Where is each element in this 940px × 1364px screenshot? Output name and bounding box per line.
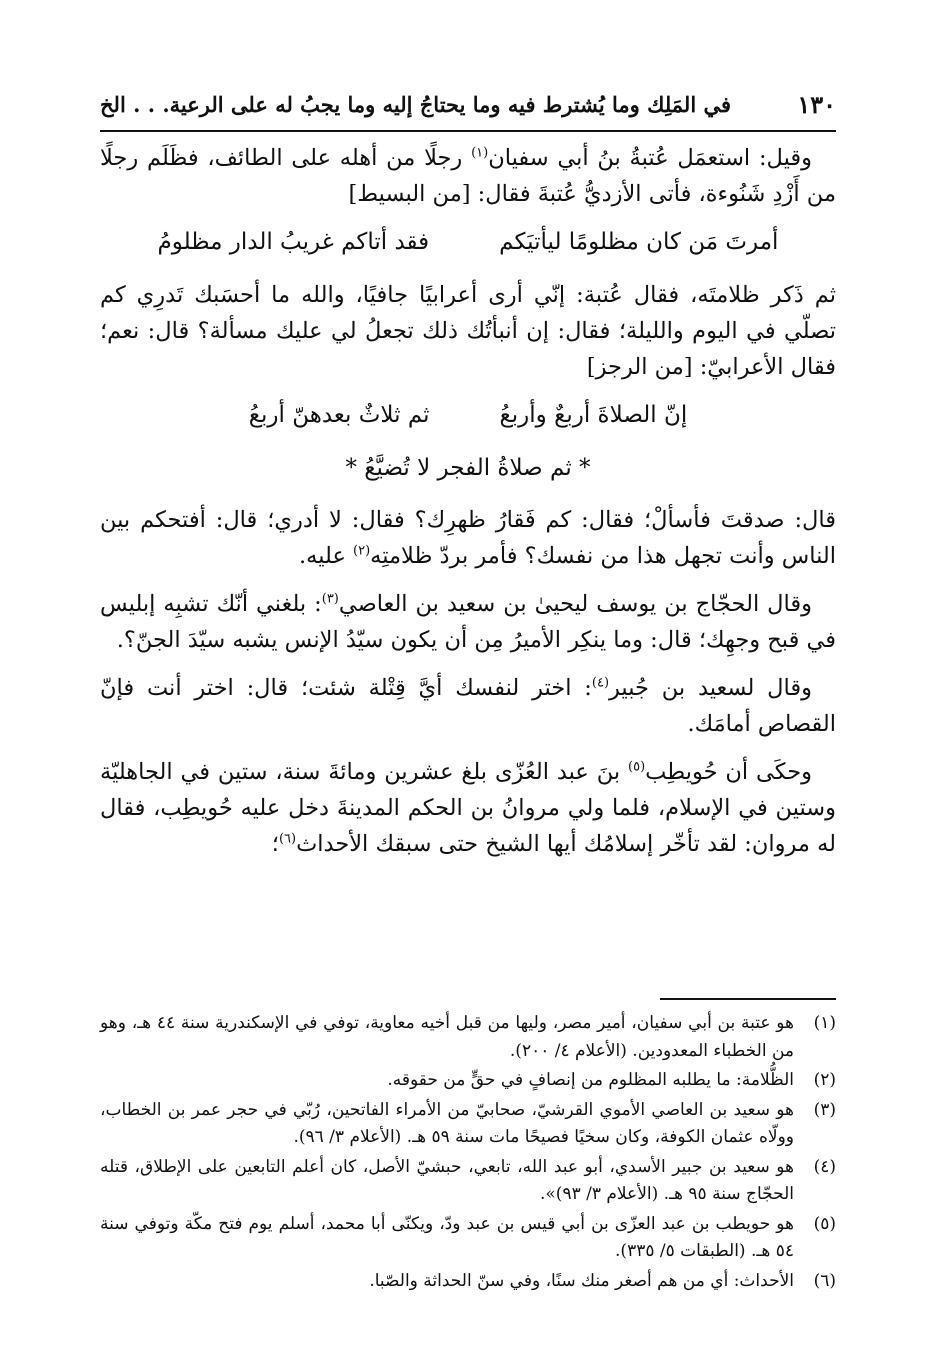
footnote-number: (٥)	[813, 1213, 836, 1234]
footnote	[100, 1097, 836, 1152]
footnote-ref-6: (٦)	[278, 831, 297, 847]
footnote-text: هو سعيد بن جبير الأسدي، أبو عبد الله، تابعي، حبشيّ الأصل، كان أعلم التابعين على الإطلاق، قتله الحجّاج سنة ٩٥ هـ. (الأعلام ٣/ ٩٣)».	[100, 1156, 794, 1205]
footnote-number: (٦)	[813, 1270, 836, 1291]
footnote-text: هو حويطب بن عبد العزّى بن أبي قيس بن عبد ودّ، ويكنّى أبا محمد، أسلم يوم فتح مكّة وتوفي سنة ٥٤ هـ. (الطبقات ٥/ ٣٣٥).	[100, 1213, 794, 1262]
footnote	[100, 1211, 836, 1266]
verse-2-second-hemistich: ثم ثلاثٌ بعدهنّ أربعُ	[248, 401, 430, 428]
footnote-ref-4: (٤)	[591, 675, 610, 691]
footnote-rule	[660, 998, 836, 1000]
paragraph-6	[100, 754, 836, 862]
verse-2	[100, 397, 836, 434]
p5-text-a: وقال لسعيد بن جُبير	[609, 675, 812, 702]
footnote-text: الأحداث: أي من هم أصغر منك سنًا، وفي سنّ الحداثة والصّبا.	[369, 1270, 794, 1291]
verse-1-second-hemistich: فقد أتاكم غريبُ الدار مظلومُ	[157, 229, 430, 255]
footnote-ref-5: (٥)	[628, 759, 646, 775]
footnote	[100, 1154, 836, 1209]
running-title: في المَلِك وما يُشترط فيه وما يحتاجُ إليه وما يجبُ له على الرعية. . . الخ	[100, 91, 732, 117]
footnotes	[100, 1010, 836, 1297]
paragraph-2: ثم ذَكر ظلامتَه، فقال عُتبة: إنّي أرى أعرابيًا جافيًا، والله ما أحسَبك تَدرِي كم تصلّي في اليوم والليلة؛ فقال: إن أنبأتُك ذلك تجعلُ لي عليك مسألة؟ قال: نعم؛ فقال الأعرابيّ: [من الرجز]	[100, 281, 836, 380]
p4-text-b: : بلغني أنّك تشبِه إبليس في قبح وجهِك؛ قال: وما ينكِر الأميرُ مِن أن يكون سيّدُ الإنس يشبه سيّدَ الجنّ؟.	[100, 591, 836, 654]
paragraph-4	[100, 586, 836, 658]
paragraph-1	[100, 140, 836, 212]
footnote-ref-1: (١)	[471, 145, 489, 161]
p6-text-a: وحكَى أن حُويطِب	[645, 759, 812, 786]
footnote-ref-3: (٣)	[321, 591, 339, 607]
p1-text-a: وقيل: استعمَل عُتبةُ بنُ أبي سفيان	[488, 145, 812, 171]
footnote	[100, 1010, 836, 1065]
footnote-number: (٤)	[813, 1156, 836, 1177]
p5-text-b: : اختر لنفسك أيَّ قِتْلة شئت؛ قال: اختر أنت فإنّ القصاص أمامَك.	[100, 675, 836, 738]
footnote	[100, 1067, 836, 1095]
p1-text-b: رجلًا من أهله على الطائف، فظَلَم رجلًا من أَزْدِ شَنُوءة، فأتى الأزديُّ عُتبةَ فقال: [من البسيط]	[100, 145, 836, 207]
footnote-number: (٣)	[813, 1099, 836, 1120]
p4-text-a: وقال الحجّاج بن يوسف ليحيىٰ بن سعيد بن العاصي	[338, 591, 812, 618]
footnote-text: هو عتبة بن أبي سفيان، أمير مصر، وليها من قبل أخيه معاوية، توفي في الإسكندرية سنة ٤٤ هـ، وهو من الخطباء المعدودين. (الأعلام ٤/ ٢٠٠).	[100, 1013, 794, 1061]
p6-text-c: ؛	[271, 831, 279, 858]
paragraph-5	[100, 670, 836, 742]
paragraph-3	[100, 502, 836, 574]
footnote	[100, 1268, 836, 1296]
p3-text-b: عليه.	[298, 543, 354, 570]
page-number: ١٣٠	[797, 89, 836, 119]
footnote-text: الظُّلامة: ما يطلبه المظلوم من إنصافٍ في حقٍّ من حقوقه.	[387, 1070, 794, 1091]
footnote-ref-2: (٢)	[353, 543, 371, 559]
running-header	[100, 84, 836, 124]
verse-1	[100, 224, 836, 261]
footnote-number: (٢)	[813, 1070, 836, 1091]
p6-text-b: بنَ عبد العُزّى بلغ عشرين ومائةَ سنة، ستين في الجاهليّة وستين في الإسلام، فلما ولي مروانُ بن الحكم المدينةَ دخل عليه حُويطِب، فقال له مروان: لقد تأخّر إسلامُك أيها الشيخ حتى سبقك الأحداث	[100, 759, 836, 858]
main-text	[100, 140, 836, 874]
header-rule	[100, 130, 836, 132]
p3-text-a: قال: صدقتَ فأسألْ؛ فقال: كم فَقارُ ظهرِك؟ فقال: لا أدري؛ قال: أفتحكم بين الناس وأنت تجهل هذا من نفسك؟ فأمر بردّ ظلامتِه	[100, 507, 836, 570]
verse-2-third-line: * ثم صلاةُ الفجر لا تُضيَّعُ *	[345, 454, 591, 481]
footnote-text: هو سعيد بن العاصي الأموي القرشيّ، صحابيّ من الأمراء الفاتحين، رُبّي في حجر عمر بن الخطاب، وولّاه عثمان الكوفة، وكان سخيًا فصيحًا مات سنة ٥٩ هـ. (الأعلام ٣/ ٩٦).	[100, 1099, 794, 1148]
verse-1-first-hemistich: أمرتَ مَن كان مظلومًا ليأتيَكم	[499, 229, 779, 255]
verse-2-first-hemistich: إنّ الصلاةَ أربعٌ وأربعُ	[499, 401, 688, 428]
footnote-number: (١)	[813, 1013, 836, 1033]
